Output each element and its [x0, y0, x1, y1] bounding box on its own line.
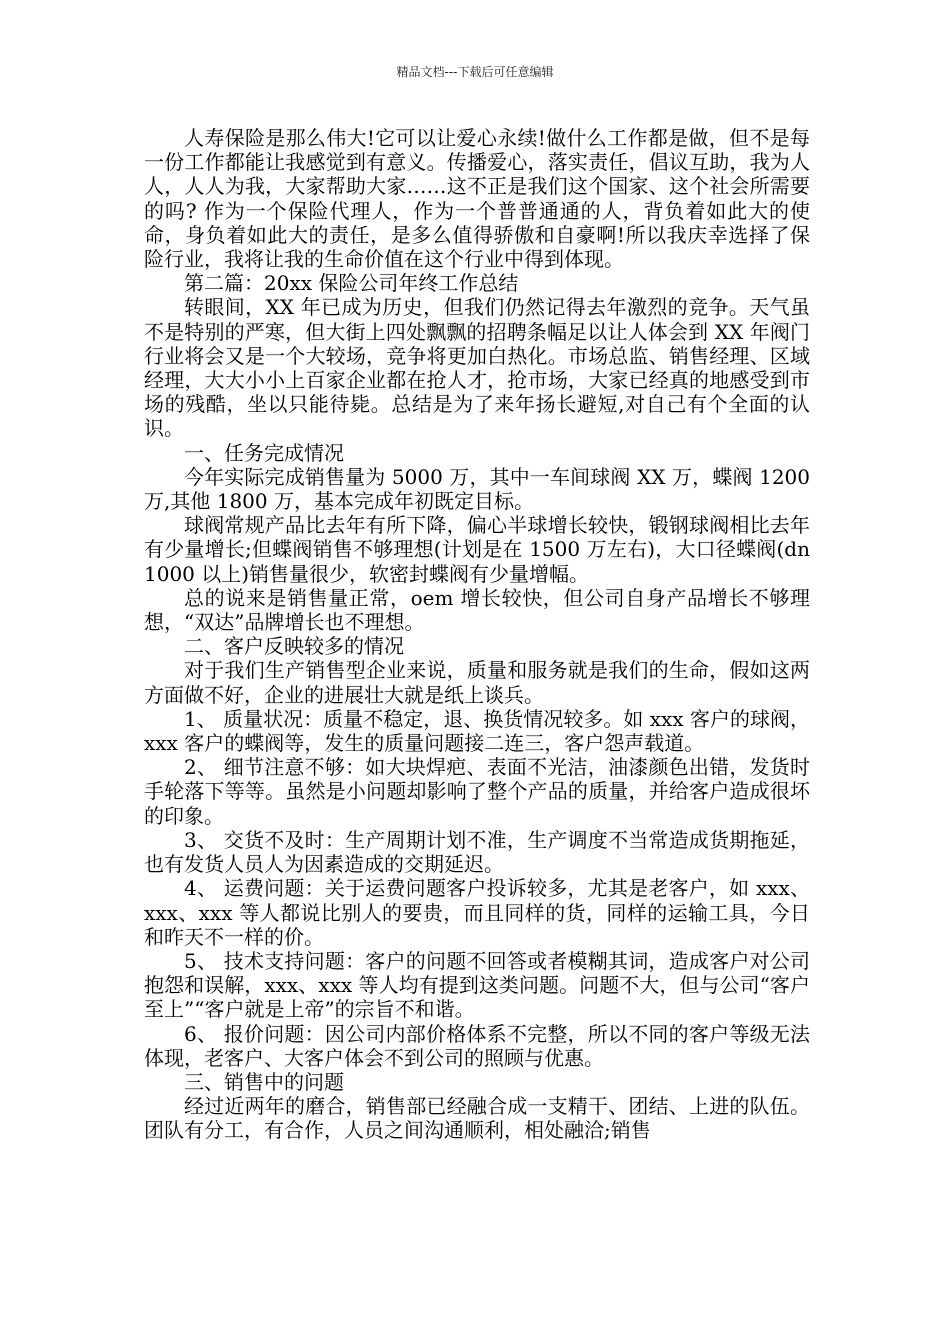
paragraph: 球阀常规产品比去年有所下降，偏心半球增长较快，锻钢球阀相比去年有少量增长;但蝶阀销售不够理想(计划是在 1500 万左右)，大口径蝶阀(dn1000 以上)销售量很少，软密封蝶阀有少量增幅。: [144, 513, 810, 586]
list-item: 5、 技术支持问题：客户的问题不回答或者模糊其词，造成客户对公司抱怨和误解，xxx、xxx 等人均有提到这类问题。问题不大，但与公司“客户至上”“客户就是上帝”的宗旨不和谐。: [144, 948, 810, 1022]
paragraph: 今年实际完成销售量为 5000 万，其中一车间球阀 XX 万，蝶阀 1200 万,其他 1800 万，基本完成年初既定目标。: [144, 464, 810, 514]
section-heading: 二、客户反映较多的情况: [184, 634, 404, 659]
list-item: 4、 运费问题：关于运费问题客户投诉较多，尤其是老客户，如 xxx、xxx、xxx 等人都说比别人的要贵，而且同样的货，同样的运输工具，今日和昨天不一样的价。: [144, 876, 810, 949]
list-item: 3、 交货不及时：生产周期计划不准，生产调度不当常造成货期拖延，也有发货人员人为因素造成的交期延迟。: [144, 827, 810, 877]
paragraph: 总的说来是销售量正常，oem 增长较快，但公司自身产品增长不够理想，“双达”品牌增长也不理想。: [144, 585, 810, 635]
list-item: 1、 质量状况：质量不稳定，退、换货情况较多。如 xxx 客户的球阀，xxx 客户的蝶阀等，发生的质量问题接二连三，客户怨声载道。: [144, 706, 810, 756]
page-header: 精品文档---下载后可任意编辑: [396, 65, 554, 79]
paragraph: 转眼间，XX 年已成为历史，但我们仍然记得去年激烈的竞争。天气虽不是特别的严寒，但大街上四处飘飘的招聘条幅足以让人体会到 XX 年阀门行业将会又是一个大较场，竞争将更加白热化。市场总监、销售经理、区域经理，大大小小上百家企业都在抢人才，抢市场，大家已经真的地感受到市场的残酷，坐以只能待毙。总结是为了来年扬长避短,对自己有个全面的认识。: [144, 295, 810, 441]
section-title: 第二篇：20xx 保险公司年终工作总结: [184, 271, 519, 296]
section-heading: 三、销售中的问题: [184, 1069, 344, 1094]
paragraph: 人寿保险是那么伟大!它可以让爱心永续!做什么工作都是做，但不是每一份工作都能让我感觉到有意义。传播爱心，落实责任，倡议互助，我为人人，人人为我，大家帮助大家……这不正是我们这个国家、这个社会所需要的吗? 作为一个保险代理人，作为一个普普通通的人，背负着如此大的使命，身负着如此大的责任，是多么值得骄傲和自豪啊!所以我庆幸选择了保险行业，我将让我的生命价值在这个行业中得到体现。: [144, 126, 810, 272]
list-item: 6、 报价问题：因公司内部价格体系不完整，所以不同的客户等级无法体现，老客户、大客户体会不到公司的照顾与优惠。: [144, 1021, 810, 1070]
list-item: 2、 细节注意不够：如大块焊疤、表面不光洁，油漆颜色出错，发货时手轮落下等等。虽然是小问题却影响了整个产品的质量，并给客户造成很坏的印象。: [144, 755, 810, 828]
section-heading: 一、任务完成情况: [184, 440, 344, 465]
paragraph: 经过近两年的磨合，销售部已经融合成一支精干、团结、上进的队伍。团队有分工，有合作，人员之间沟通顺利，相处融洽;销售: [144, 1094, 810, 1143]
paragraph: 对于我们生产销售型企业来说，质量和服务就是我们的生命，假如这两方面做不好，企业的进展壮大就是纸上谈兵。: [144, 658, 810, 707]
document-body: [144, 126, 810, 1143]
